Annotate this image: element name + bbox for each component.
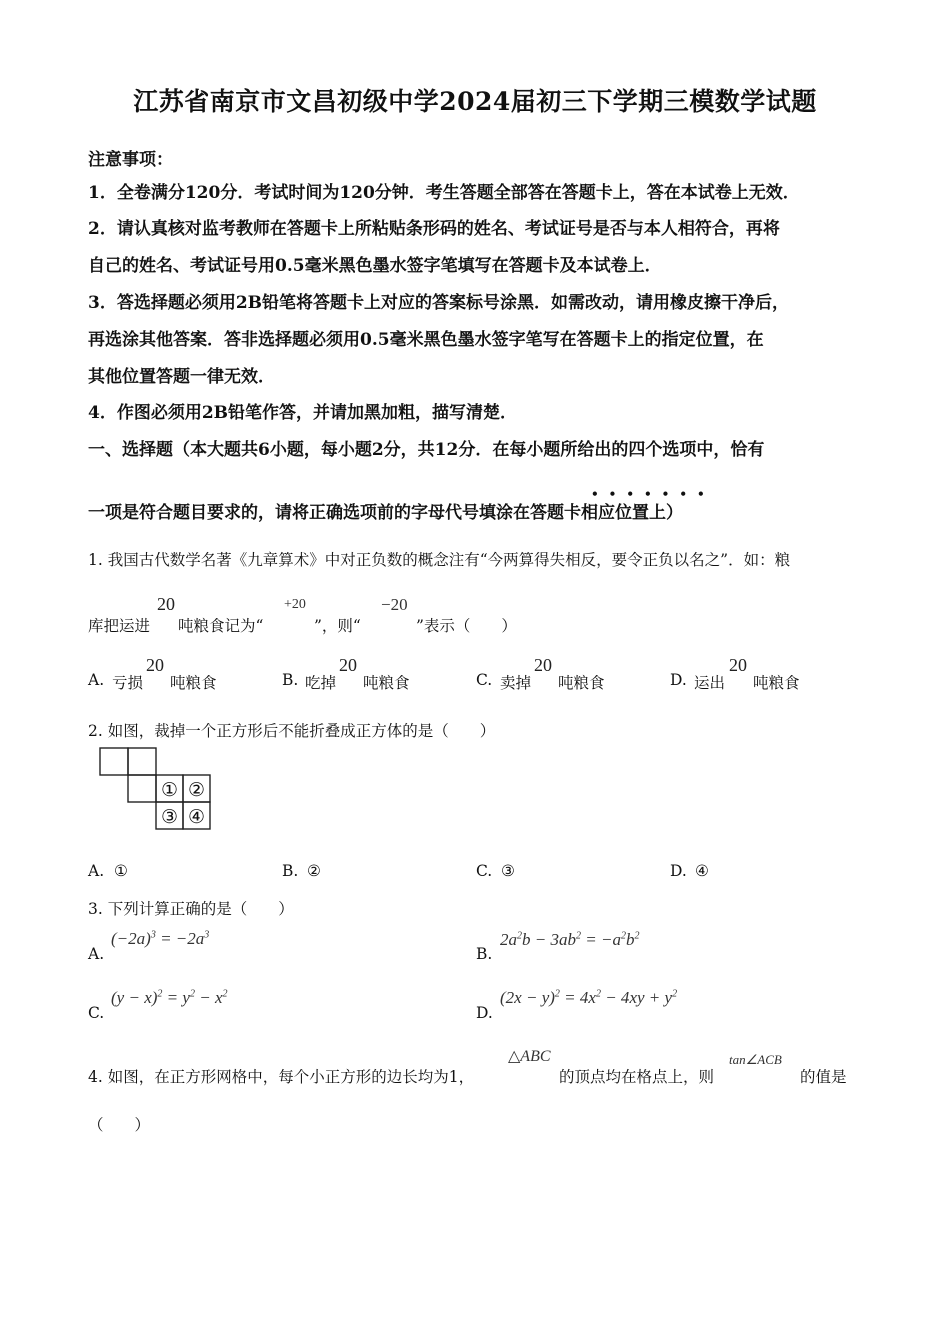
q3-option-a-letter: A. [88,945,105,963]
q4-text-2: 的顶点均在格点上，则 [559,1068,715,1086]
q1-option-c-num: 20 [534,655,552,675]
q4-triangle-abc: △ABC [508,1048,551,1065]
q1-option-d-letter: D. [670,671,687,689]
q4-answer-blank: （ ） [88,1116,151,1134]
q1-option-b-num: 20 [339,655,357,675]
q3-option-b-letter: B. [476,945,493,963]
net-square [128,775,156,802]
q2-option-b-value: ② [307,862,321,880]
q1-option-a-post: 吨粮食 [170,674,217,692]
q1-text-3: ”，则“ [314,617,361,635]
q2-option-a-value: ① [114,862,128,880]
q1-option-c-pre: 卖掉 [500,674,532,692]
q1-option-d-pre: 运出 [694,674,726,692]
q1-option-b-post: 吨粮食 [363,674,410,692]
q1-option-d-post: 吨粮食 [753,674,800,692]
q4-text-3: 的值是 [800,1068,847,1086]
q2-option-b-letter: B. [282,862,299,880]
net-square [128,748,156,775]
cube-net-figure [99,747,213,833]
notes-heading: 注意事项： [88,150,173,170]
q1-option-b-letter: B. [282,671,299,689]
q1-num-20: 20 [157,594,175,614]
q3-option-a-formula: $(-2a)^3 = -2a^3$ [111,929,210,948]
q2-option-c-letter: C. [476,862,493,880]
q2-option-d-letter: D. [670,862,687,880]
q1-minus-20: −20 [381,595,408,614]
note-2b: 自己的姓名、考试证号用0.5毫米黑色墨水签字笔填写在答题卡及本试卷上． [88,256,662,276]
q1-option-a-pre: 亏损 [112,674,144,692]
q4-tan-acb: tan∠ACB [729,1052,782,1067]
note-2a: 2．请认真核对监考教师在答题卡上所粘贴条形码的姓名、考试证号是否与本人相符合，再将 [88,219,780,239]
q1-option-c-post: 吨粮食 [558,674,605,692]
net-label-3: ③ [160,806,179,828]
q3-stem: 3. 下列计算正确的是（ ） [88,900,294,918]
q3-option-d-letter: D. [476,1004,493,1022]
q2-option-d-value: ④ [695,862,709,880]
note-3b: 再选涂其他答案．答非选择题必须用0.5毫米黑色墨水签字笔写在答题卡上的指定位置，在 [88,330,764,350]
emphasis-dots: ••••••• [591,487,715,501]
q1-option-a-num: 20 [146,655,164,675]
section-line-1: 一、选择题（本大题共6小题，每小题2分，共12分．在每小题所给出的四个选项中，恰有 [88,440,765,460]
note-4: 4．作图必须用2B铅笔作答，并请加黑加粗，描写清楚． [88,403,518,423]
q3-option-c-formula: $(y - x)^2 = y^2 - x^2$ [111,988,228,1007]
q3-option-c-letter: C. [88,1004,105,1022]
net-label-1: ① [160,779,179,801]
q2-stem: 2. 如图，裁掉一个正方形后不能折叠成正方体的是（ ） [88,722,496,740]
net-label-2: ② [187,779,206,801]
q2-option-c-value: ③ [501,862,515,880]
q1-text-2: 吨粮食记为“ [178,617,264,635]
note-1: 1．全卷满分120分．考试时间为120分钟．考生答题全部答在答题卡上，答在本试卷上无效． [88,183,800,203]
q2-option-a-letter: A. [88,862,105,880]
q3-option-b-formula: $2a^2b - 3ab^2 = -a^2b^2$ [500,930,640,949]
net-square [100,748,128,775]
q1-line-1: 1. 我国古代数学名著《九章算术》中对正负数的概念注有“今两算得失相反，要令正负以名之”．如：粮 [88,551,791,569]
note-3a: 3．答选择题必须用2B铅笔将答题卡上对应的答案标号涂黑．如需改动，请用橡皮擦干净后， [88,293,790,313]
q4-text-1: 4. 如图，在正方形网格中，每个小正方形的边长均为1， [88,1068,475,1086]
note-3c: 其他位置答题一律无效． [88,367,275,387]
q3-option-d-formula: $(2x - y)^2 = 4x^2 - 4xy + y^2$ [500,988,678,1007]
page-title: 江苏省南京市文昌初级中学2024届初三下学期三模数学试题 [133,87,817,116]
q1-text-1: 库把运进 [88,617,151,635]
q1-option-a-letter: A. [88,671,105,689]
net-label-4: ④ [187,806,206,828]
q1-text-4: ”表示（ ） [416,617,517,635]
q1-plus-20: +20 [284,597,306,612]
q1-option-b-pre: 吃掉 [305,674,337,692]
q1-option-c-letter: C. [476,671,493,689]
section-line-2: 一项是符合题目要求的，请将正确选项前的字母代号填涂在答题卡相应位置上） [88,503,683,523]
q1-option-d-num: 20 [729,655,747,675]
